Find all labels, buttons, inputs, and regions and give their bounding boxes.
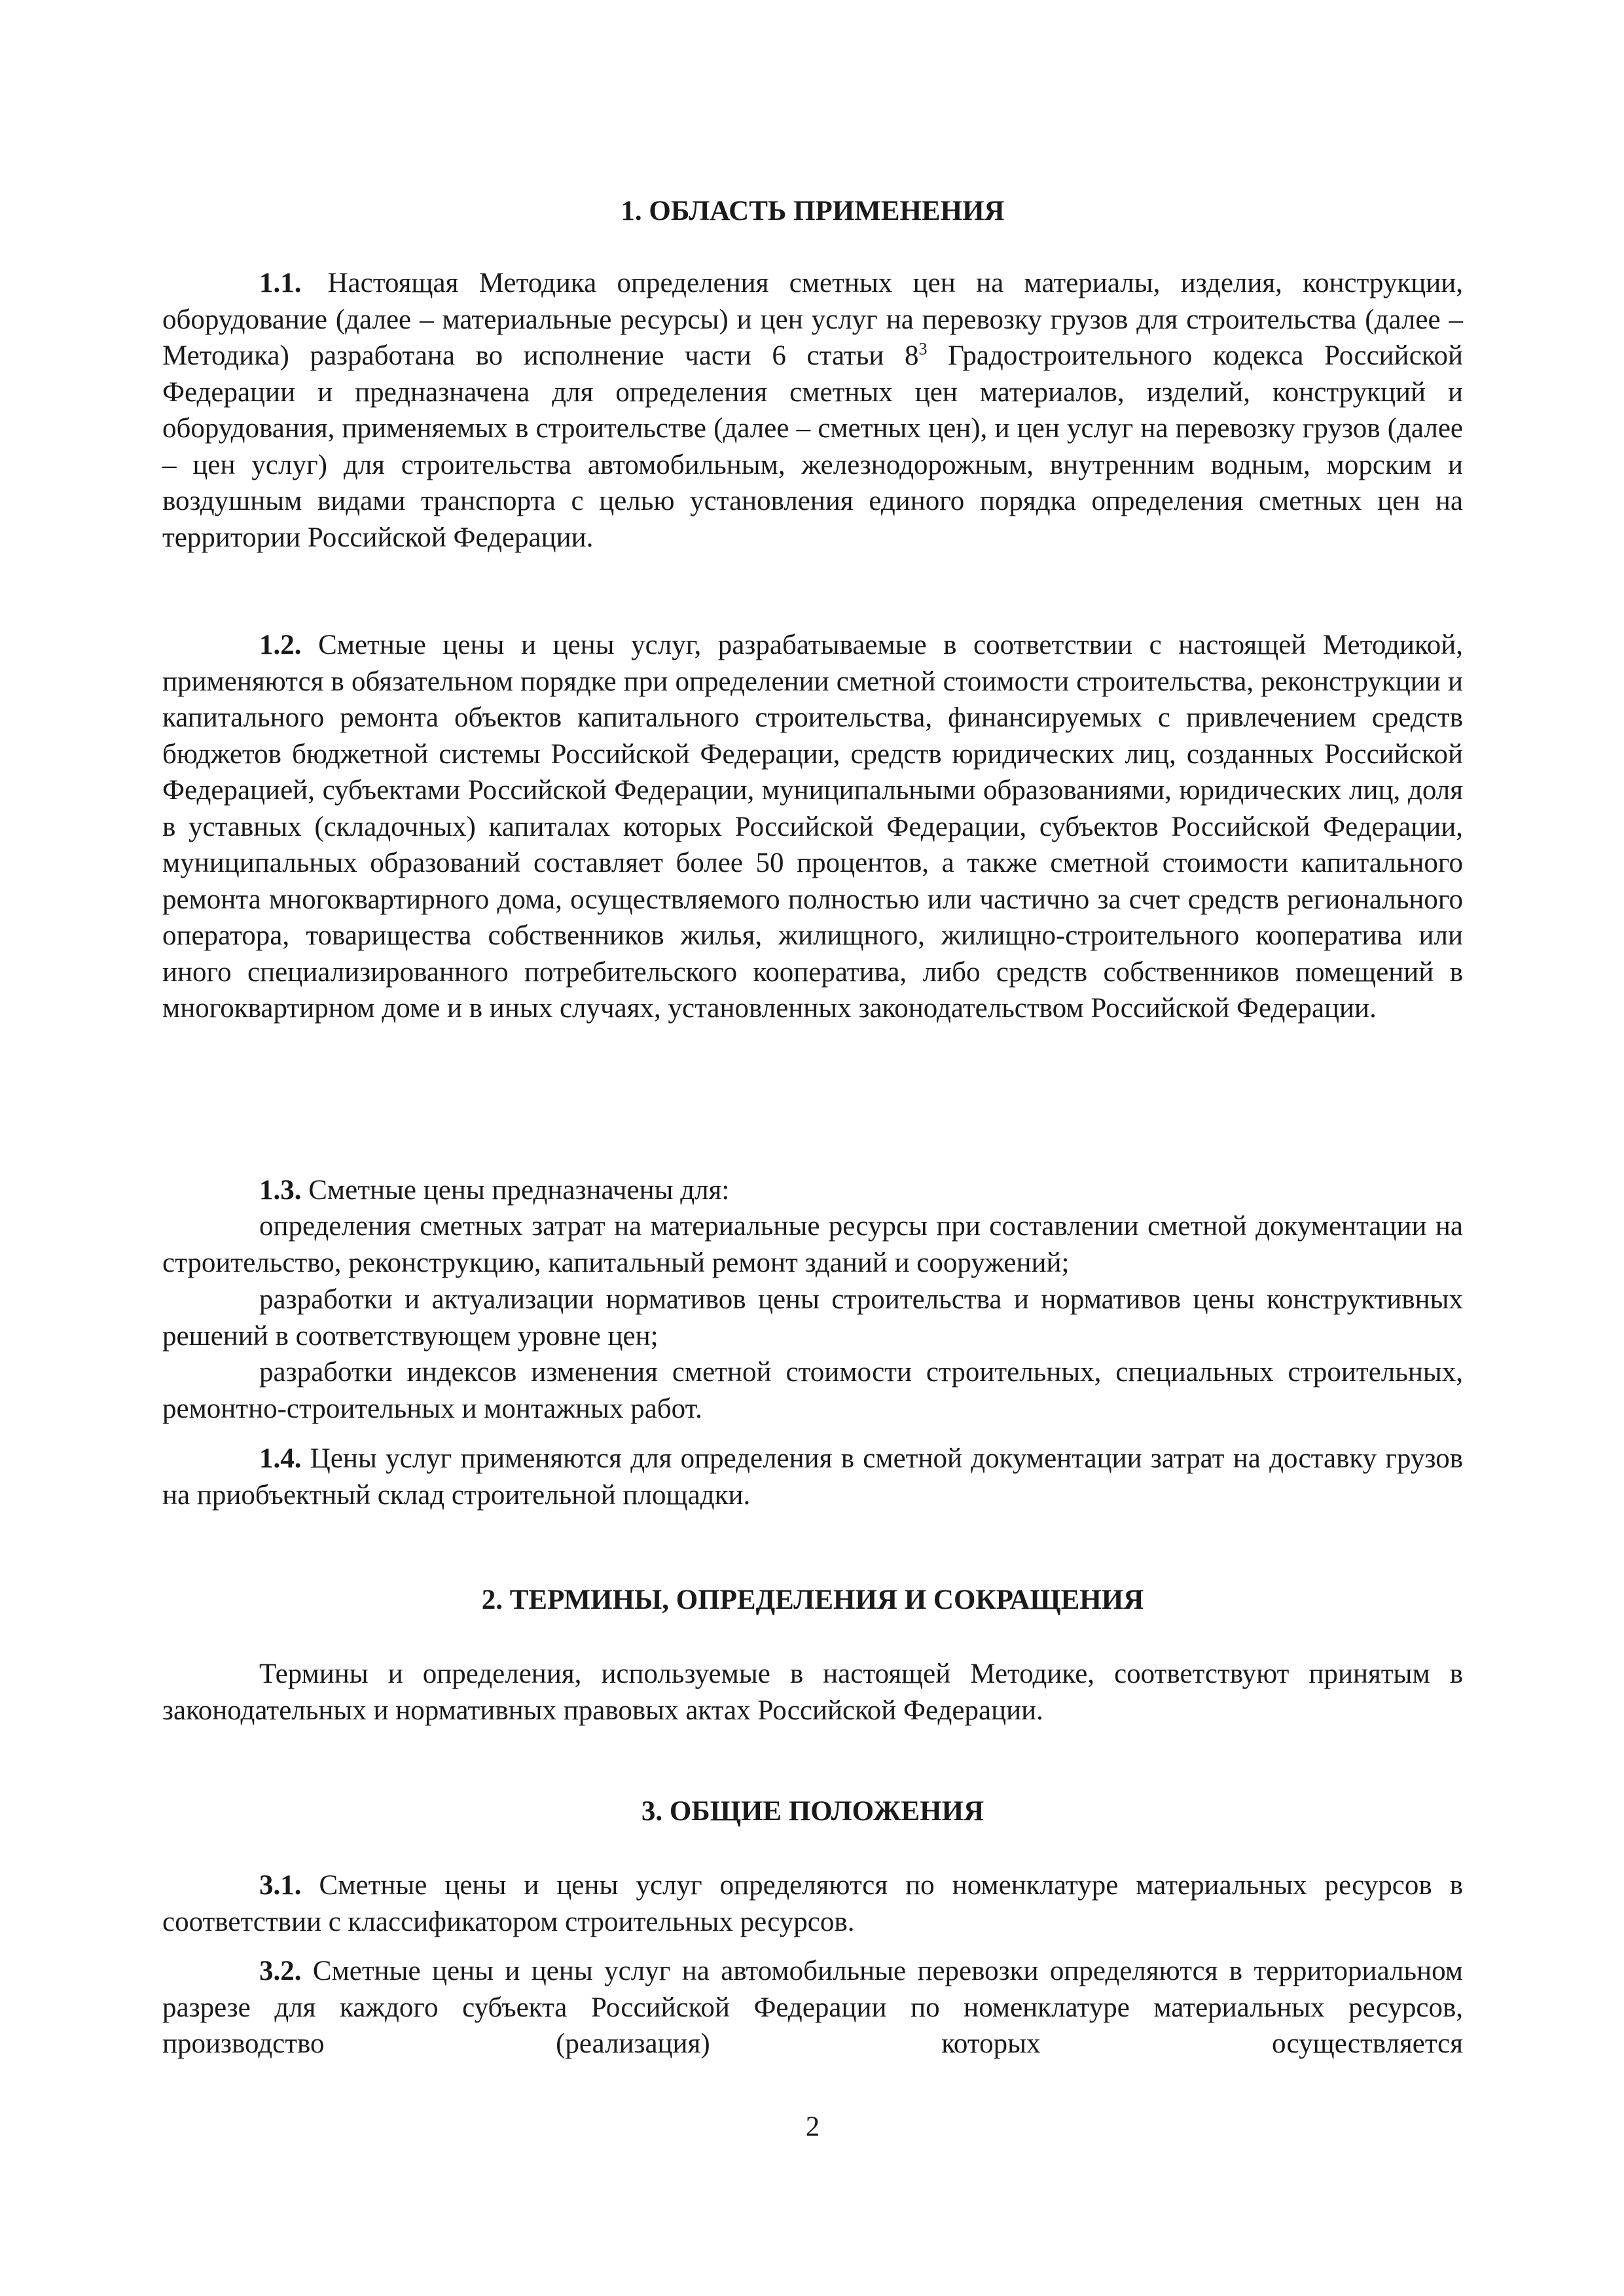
section-3-title: 3. ОБЩИЕ ПОЛОЖЕНИЯ: [641, 1796, 984, 1827]
paragraph-text: Настоящая Методика определения сметных цен на материалы, изделия, конструкции, оборудование (далее – материальные ресурсы) и цен услуг на перевозку грузов для строительства (далее – Методика) разработана во исполнение части 6 статьи 8: [162, 268, 1463, 371]
paragraph-number: 1.3.: [259, 1175, 302, 1206]
paragraph-1-3: [162, 1172, 1463, 1209]
paragraph-text: Сметные цены и цены услуг на автомобильные перевозки определяются в территориальном разрезе для каждого субъекта Российской Федерации по номенклатуре материальных ресурсов, производство (реализация) которых осуществляется: [162, 1956, 1464, 2059]
list-item-1-3-b: разработки и актуализации нормативов цены строительства и нормативов цены конструктивных решений в соответствующем уровне цен;: [162, 1284, 1463, 1352]
section-1-title: 1. ОБЛАСТЬ ПРИМЕНЕНИЯ: [621, 196, 1005, 226]
paragraph-number: 3.2.: [259, 1956, 302, 1986]
paragraph-text-continued: Градостроительного кодекса Российской Федерации и предназначена для определения сметных цен материалов, изделий, конструкций и оборудования, применяемых в строительстве (далее – сметных цен), и цен услуг на перевозку грузов (далее – цен услуг) для строительства автомобильным, железнодорожным, внутренним водным, морским и воздушным видами транспорта с целью установления единого порядка определения сметных цен на территории Российской Федерации.: [162, 340, 1464, 553]
page-number: 2: [805, 2111, 820, 2142]
section-2-title: 2. ТЕРМИНЫ, ОПРЕДЕЛЕНИЯ И СОКРАЩЕНИЯ: [481, 1585, 1144, 1615]
paragraph-3-2: [162, 1953, 1463, 2062]
paragraph-text: Цены услуг применяются для определения в сметной документации затрат на доставку грузов на приобъектный склад строительной площадки.: [162, 1443, 1463, 1511]
paragraph-text: Сметные цены и цены услуг, разрабатываемые в соответствии с настоящей Методикой, применяются в обязательном порядке при определении сметной стоимости строительства, реконструкции и капитального ремонта объектов капитального строительства, финансируемых с привлечением средств бюджетов бюджетной системы Российской Федерации, средств юридических лиц, созданных Российской Федерацией, субъектами Российской Федерации, муниципальными образованиями, юридических лиц, доля в уставных (складочных) капиталах которых Российской Федерации, субъектов Российской Федерации, муниципальных образований составляет более 50 процентов, а также сметной стоимости капитального ремонта многоквартирного дома, осуществляемого полностью или частично за счет средств регионального оператора, товарищества собственников жилья, жилищного, жилищно-строительного кооператива или иного специализированного потребительского кооператива, либо средств собственников помещений в многоквартирном доме и в иных случаях, установленных законодательством Российской Федерации.: [162, 630, 1463, 1024]
paragraph-number: 1.1.: [259, 268, 302, 298]
paragraph-1-1: [162, 265, 1463, 556]
paragraph-3-1: [162, 1867, 1463, 1940]
paragraph-number: 1.2.: [259, 630, 302, 660]
paragraph-number: 1.4.: [259, 1443, 302, 1474]
document-page: [162, 0, 1463, 2296]
paragraph-text: Сметные цены и цены услуг определяются по номенклатуре материальных ресурсов в соответствии с классификатором строительных ресурсов.: [162, 1870, 1464, 1937]
superscript: 3: [918, 339, 928, 359]
paragraph-1-2: [162, 627, 1463, 1027]
list-item-1-3-c: разработки индексов изменения сметной стоимости строительных, специальных строительных, ремонтно-строительных и монтажных работ.: [162, 1357, 1463, 1424]
paragraph-number: 3.1.: [259, 1870, 302, 1901]
section-2-text: Термины и определения, используемые в настоящей Методике, соответствуют принятым в законодательных и нормативных правовых актах Российской Федерации.: [162, 1659, 1463, 1726]
paragraph-text: Сметные цены предназначены для:: [308, 1175, 730, 1206]
paragraph-1-4: [162, 1441, 1463, 1513]
list-item-1-3-a: определения сметных затрат на материальные ресурсы при составлении сметной документации на строительство, реконструкцию, капитальный ремонт зданий и сооружений;: [162, 1211, 1463, 1278]
